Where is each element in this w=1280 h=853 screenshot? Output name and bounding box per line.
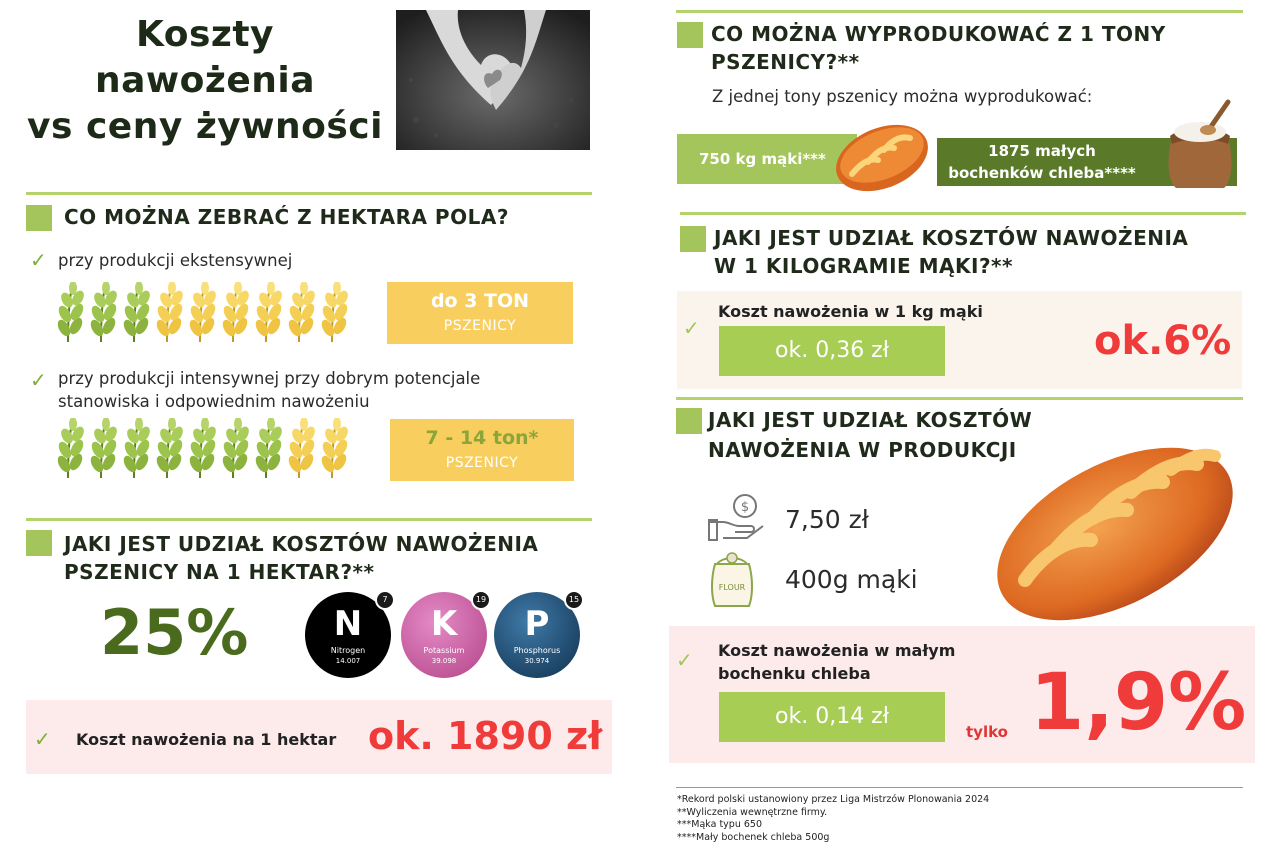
check-icon: ✓ [34,727,51,751]
check-icon: ✓ [30,248,47,272]
extensive-yield-value: do 3 TON [430,290,530,312]
bread-flour-amount: 400g mąki [785,565,918,594]
flour-percent: ok.6% [1094,318,1232,364]
element-potassium [401,592,487,678]
loaves-line1: 1875 małych [988,142,1096,160]
intensive-yield-unit: PSZENICY [445,455,519,471]
atomic-number: 19 [471,590,491,610]
bread-cost-label-1: Koszt nawożenia w małym [718,641,956,660]
element-mass: 30.974 [524,657,550,665]
element-mass: 14.007 [335,657,361,665]
wheat-row-intensive [52,418,382,480]
check-icon: ✓ [676,648,693,672]
footnote: **Wyliczenia wewnętrzne firmy. [677,806,828,818]
section-heading-production-1: JAKI JEST UDZIAŁ KOSZTÓW [708,408,1033,432]
element-nitrogen [305,592,391,678]
hectare-cost-label: Koszt nawożenia na 1 hektar [76,730,337,749]
bread-price: 7,50 zł [785,505,869,534]
element-symbol: N [333,604,363,644]
money-hand-icon [707,492,765,542]
intensive-yield-box [390,419,574,481]
divider [676,787,1243,788]
intensive-label-line2: stanowiska i odpowiednim nawożeniu [58,392,370,411]
section-heading-flour-share-1: JAKI JEST UDZIAŁ KOSZTÓW NAWOŻENIA [714,226,1189,250]
wheat-row-extensive [52,282,382,344]
flour-amount: 750 kg mąki*** [699,150,826,168]
section-heading-produce-2: PSZENICY?** [711,50,860,74]
section-marker [677,22,703,48]
divider [676,10,1243,13]
check-icon: ✓ [30,368,47,392]
element-name: Nitrogen [330,646,366,655]
sack-icon [1158,98,1242,190]
title-line: Koszty [135,14,275,55]
element-symbol: K [430,604,458,644]
section-marker [26,205,52,231]
bread-icon [985,430,1245,630]
section-heading-harvest: CO MOŻNA ZEBRAĆ Z HEKTARA POLA? [64,205,509,229]
divider [680,212,1246,215]
divider [26,192,592,195]
bread-cost-value: ok. 0,14 zł [719,692,945,742]
section-heading-production-2: NAWOŻENIA W PRODUKCJI [708,438,1017,462]
flour-bag-icon [707,550,757,608]
element-name: Phosphorus [513,646,561,655]
check-icon: ✓ [683,316,700,340]
section-heading-produce-1: CO MOŻNA WYPRODUKOWAĆ Z 1 TONY [711,22,1166,46]
bread-cost-label-2: bochenku chleba [718,664,871,683]
extensive-yield-unit: PSZENICY [443,318,517,334]
svg-text:$: $ [740,500,750,515]
section-heading-share-hectare-1: JAKI JEST UDZIAŁ KOSZTÓW NAWOŻENIA [64,532,539,556]
divider [676,397,1243,400]
footnote: ***Mąka typu 650 [677,819,762,830]
element-phosphorus [494,592,580,678]
section-heading-flour-share-2: W 1 KILOGRAMIE MĄKI?** [714,254,1013,278]
wheat-icon [52,418,382,480]
section-heading-share-hectare-2: PSZENICY NA 1 HEKTAR?** [64,560,375,584]
atomic-number: 15 [564,590,584,610]
intensive-label-line1: przy produkcji intensywnej przy dobrym potencjale [58,369,481,388]
page-title [20,12,390,150]
flour-bag-text: FLOUR [718,583,746,592]
footnotes [677,794,989,844]
section-marker [680,226,706,252]
hectare-cost-value: ok. 1890 zł [368,714,603,758]
flour-cost-label: Koszt nawożenia w 1 kg mąki [718,302,983,321]
hands-soil-photo [396,10,590,150]
only-label: tylko [966,723,1008,741]
loaves-line2: bochenków chleba**** [948,164,1136,182]
produce-intro: Z jednej tony pszenicy można wyprodukować: [712,87,1093,106]
wheat-icon [52,282,382,344]
footnote: *Rekord polski ustanowiony przez Liga Mistrzów Plonowania 2024 [677,794,990,805]
title-line: vs ceny żywności [27,106,383,147]
intensive-yield-value: 7 - 14 ton* [425,427,539,449]
element-symbol: P [524,604,550,644]
flour-cost-value: ok. 0,36 zł [719,326,945,376]
element-name: Potassium [423,646,465,655]
bread-icon [830,118,934,196]
title-line: nawożenia [94,60,316,101]
hectare-percent: 25% [100,596,249,669]
divider [26,518,592,521]
footnote: ****Mały bochenek chleba 500g [677,831,830,843]
atomic-number: 7 [375,590,395,610]
bread-percent: 1,9% [1030,658,1247,748]
extensive-yield-box [387,282,573,344]
extensive-label: przy produkcji ekstensywnej [58,251,293,270]
section-marker [26,530,52,556]
section-marker [676,408,702,434]
element-mass: 39.098 [431,657,457,665]
